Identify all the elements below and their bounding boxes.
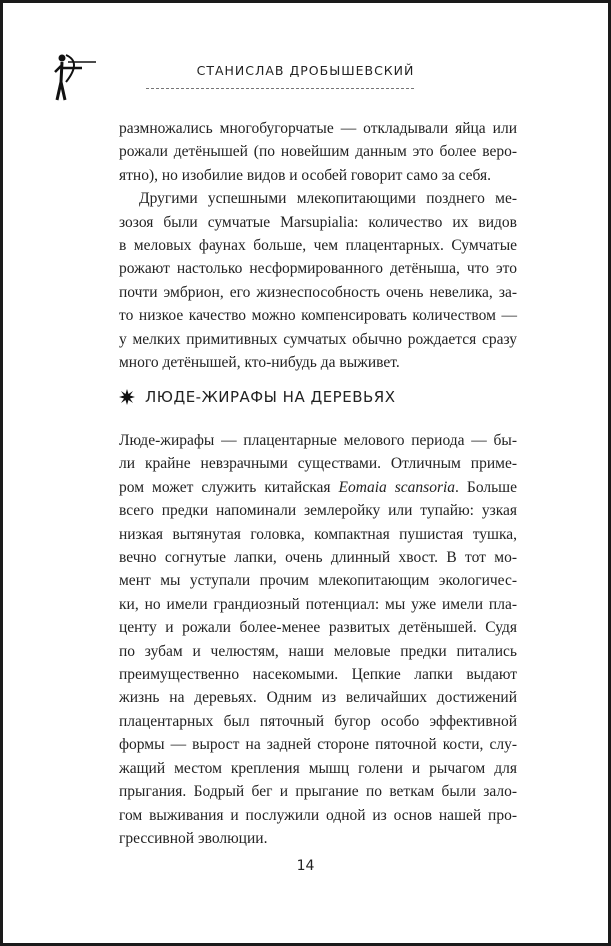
text-line: прыгания. Бодрый бег и прыгание по веткам были зало- [119,783,517,801]
page-number: 14 [296,858,315,874]
text-line: в меловых фаунах больше, чем плацентарных. Сумчатые [119,237,517,255]
text-fragment: . Больше [455,478,517,496]
text-line: центу и рожали более-менее развитых детёнышей. Судя [119,619,517,637]
text-line: то низкое качество можно компенсировать количеством — [119,307,517,325]
archer-icon [52,52,98,104]
text-line: ли крайне невзрачными существами. Отличным приме- [119,455,517,473]
text-line: по зубам и челюстям, наши меловые предки питались [119,642,517,660]
text-line: много детёнышей, кто-нибудь да выживет. [119,354,400,372]
text-line: плацентарных был пяточный бугор особо эффективной [119,712,517,730]
text-line: рожали детёнышей (по новейшим данным это более веро- [119,143,517,161]
text-line: у мелких примитивных сумчатых обычно рождается сразу [119,330,517,348]
text-line: размножались многобугорчатые — откладывали яйца или [119,120,517,137]
text-line: формы — вырост на задней стороне пяточной кости, слу- [119,736,517,754]
text-line: низкая вытянутая головка, компактная пушистая тушка, [119,525,517,543]
text-line: Люде-жирафы — плацентарные мелового периода — бы- [119,432,517,449]
paragraph-1 [119,117,517,374]
section-heading [119,388,396,406]
text-line: мент мы уступали прочим млекопитающим экологичес- [119,572,517,590]
text-line: зозоя были сумчатые Marsupialia: количество их видов [119,213,517,231]
text-line: преимущественно насекомыми. Цепкие лапки выдают [119,666,517,684]
text-line: Другими успешными млекопитающими позднего ме- [139,190,517,208]
text-line: гом выживания и послужили одной из основ нашей про- [119,806,517,824]
text-line: жизнь на деревьях. Одним из величайших достижений [119,689,517,707]
paragraph-3 [119,429,517,850]
text-line: ятно), но изобилие видов и особей говорит само за себя. [119,166,492,184]
section-title: ЛЮДЕ-ЖИРАФЫ НА ДЕРЕВЬЯХ [145,388,396,406]
text-line [119,476,517,499]
text-line: жащий местом крепления мышц голени и рычагом для [119,759,517,777]
text-line: почти эмбрион, его жизнеспособность очень невелика, за- [119,283,517,301]
species-name: Eomaia scansoria [338,478,456,496]
text-line: вечно согнутые лапки, очень длинный хвост. В тот мо- [119,549,517,567]
running-header-author: СТАНИСЛАВ ДРОБЫШЕВСКИЙ [196,63,415,78]
text-line: всего предки напоминали землеройку или тупайю: узкая [119,502,517,520]
text-line: грессивной эволюции. [119,829,268,847]
text-fragment: ром может служить китайская [119,478,339,496]
text-line: ки, но имели грандиозный потенциал: мы уже имели пла- [119,595,517,613]
starburst-icon [119,389,135,405]
text-line: рожают настолько несформированного детёныша, что это [119,260,517,278]
header-rule [146,88,414,90]
